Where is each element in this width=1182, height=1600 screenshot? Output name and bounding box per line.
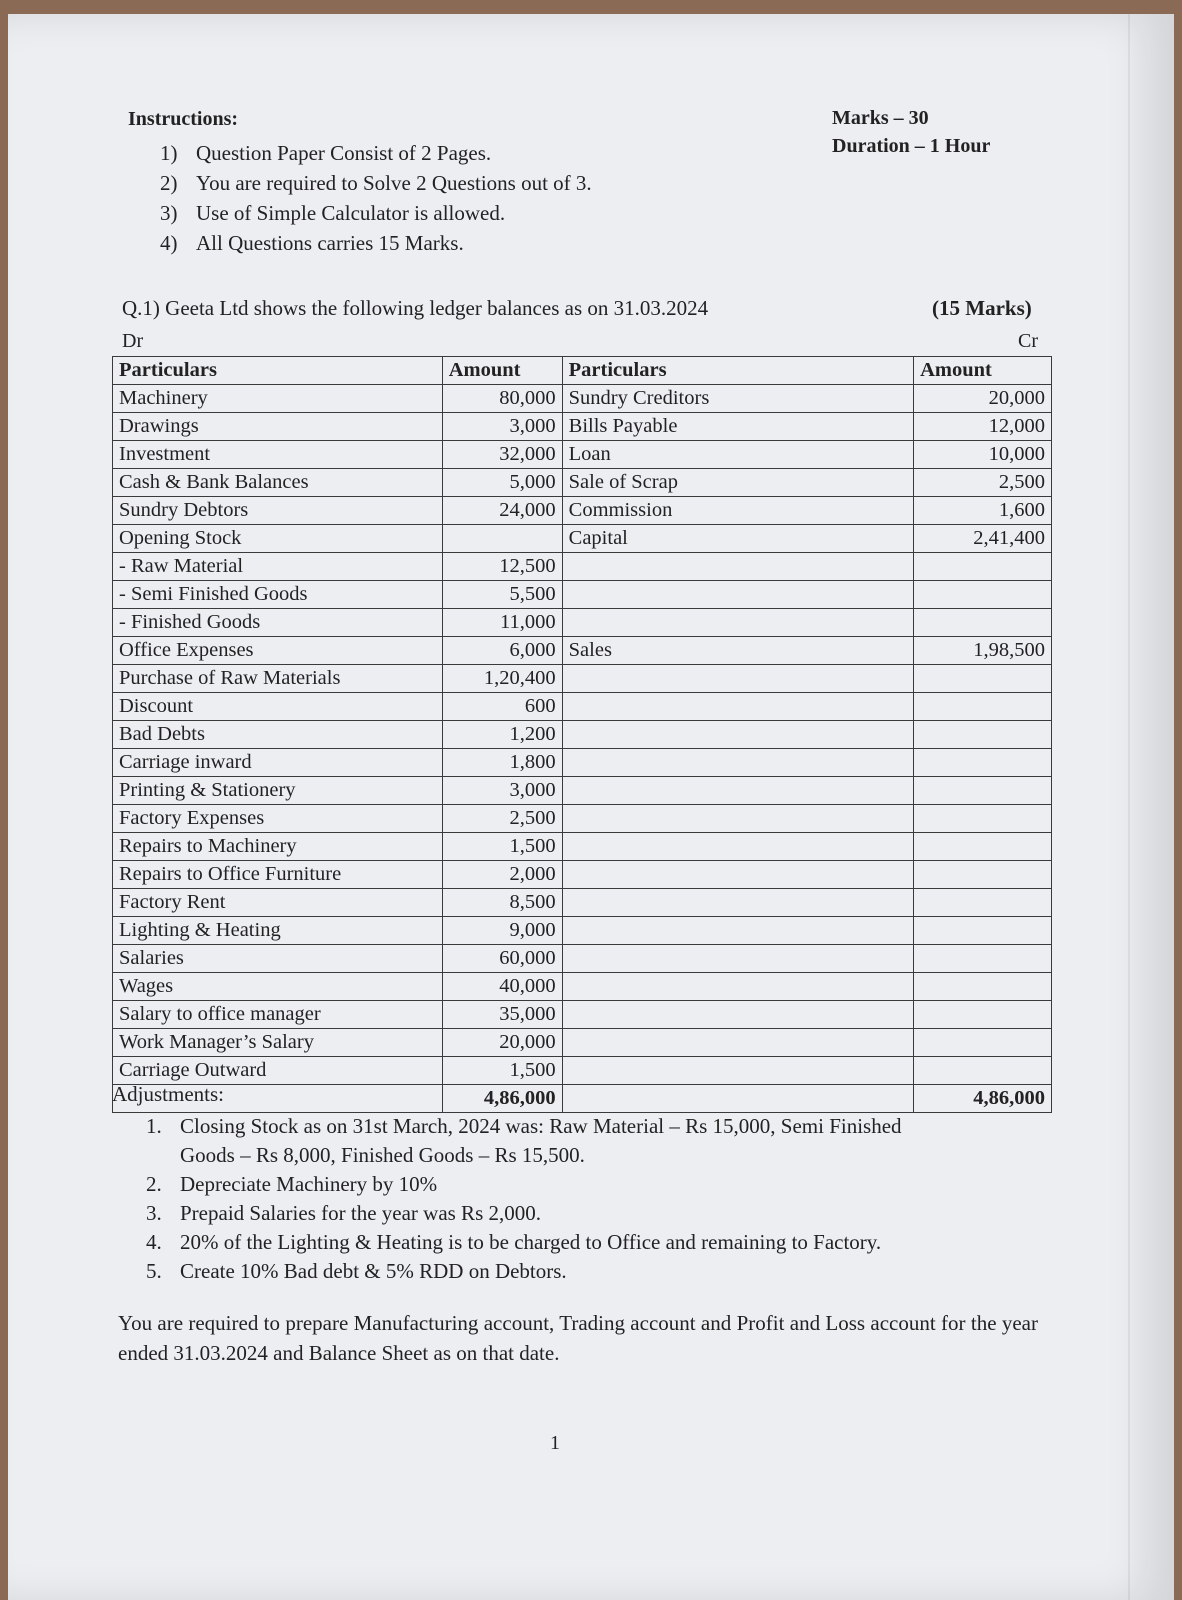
instructions-list xyxy=(160,138,592,258)
particulars-dr-cell: Factory Expenses xyxy=(113,805,443,833)
ledger-row xyxy=(113,581,1052,609)
ledger-row xyxy=(113,749,1052,777)
particulars-cr-cell: Sale of Scrap xyxy=(562,469,913,497)
amount-cr-cell xyxy=(914,833,1052,861)
particulars-dr-cell: Investment xyxy=(113,441,443,469)
ledger-row xyxy=(113,721,1052,749)
amount-cr-cell: 12,000 xyxy=(914,413,1052,441)
amount-dr-cell: 40,000 xyxy=(442,973,562,1001)
cr-label: Cr xyxy=(1018,330,1038,352)
ledger-row xyxy=(113,497,1052,525)
amount-cr-cell xyxy=(914,861,1052,889)
amount-dr-cell: 80,000 xyxy=(442,385,562,413)
amount-dr-cell: 1,500 xyxy=(442,833,562,861)
particulars-dr-cell: Repairs to Office Furniture xyxy=(113,861,443,889)
ledger-row xyxy=(113,665,1052,693)
particulars-dr-cell: Discount xyxy=(113,693,443,721)
particulars-dr-cell: Lighting & Heating xyxy=(113,917,443,945)
instruction-item: 2) You are required to Solve 2 Questions out of 3. xyxy=(160,171,592,195)
particulars-cr-cell: Commission xyxy=(562,497,913,525)
amount-cr-cell xyxy=(914,973,1052,1001)
adjustments-title: Adjustments: xyxy=(112,1082,225,1106)
amount-cr-cell xyxy=(914,917,1052,945)
ledger-row xyxy=(113,693,1052,721)
ledger-row xyxy=(113,861,1052,889)
amount-cr-cell: 1,600 xyxy=(914,497,1052,525)
instruction-item: 1) Question Paper Consist of 2 Pages. xyxy=(160,141,492,165)
particulars-dr-cell: Drawings xyxy=(113,413,443,441)
amount-cr-cell xyxy=(914,805,1052,833)
amount-dr-cell: 600 xyxy=(442,693,562,721)
amount-dr-cell: 2,000 xyxy=(442,861,562,889)
amount-cr-cell xyxy=(914,1057,1052,1085)
particulars-dr-cell: Carriage inward xyxy=(113,749,443,777)
particulars-dr-cell: Salaries xyxy=(113,945,443,973)
amount-dr-cell: 20,000 xyxy=(442,1029,562,1057)
adjustment-item: 3. Prepaid Salaries for the year was Rs 2,000. xyxy=(146,1201,541,1225)
task-instructions: You are required to prepare Manufacturing account, Trading account and Profit and Loss account for the year ended 31.03.2024 and Balance Sheet as on that date. xyxy=(118,1311,1038,1365)
amount-dr-cell: 32,000 xyxy=(442,441,562,469)
particulars-cr-cell xyxy=(562,553,913,581)
particulars-cr-cell xyxy=(562,973,913,1001)
amount-dr-cell: 8,500 xyxy=(442,889,562,917)
particulars-cr-cell: Capital xyxy=(562,525,913,553)
particulars-dr-cell: Carriage Outward xyxy=(113,1057,443,1085)
particulars-dr-cell: Office Expenses xyxy=(113,637,443,665)
particulars-dr-cell: Wages xyxy=(113,973,443,1001)
ledger-row xyxy=(113,385,1052,413)
total-marks: Marks – 30 xyxy=(832,107,929,129)
ledger-table xyxy=(112,356,1052,1113)
amount-dr-cell: 35,000 xyxy=(442,1001,562,1029)
total-label-cr xyxy=(562,1085,913,1113)
ledger-row xyxy=(113,609,1052,637)
particulars-cr-cell xyxy=(562,1057,913,1085)
ledger-row xyxy=(113,525,1052,553)
total-cr: 4,86,000 xyxy=(914,1085,1052,1113)
amount-cr-cell xyxy=(914,721,1052,749)
dr-label: Dr xyxy=(122,330,144,352)
ledger-row xyxy=(113,1001,1052,1029)
amount-cr-cell: 2,41,400 xyxy=(914,525,1052,553)
amount-cr-cell xyxy=(914,1001,1052,1029)
ledger-row xyxy=(113,973,1052,1001)
ledger-row xyxy=(113,637,1052,665)
ledger-row xyxy=(113,469,1052,497)
ledger-header-row xyxy=(113,357,1052,385)
adjustment-item: 5. Create 10% Bad debt & 5% RDD on Debtors. xyxy=(146,1259,567,1283)
ledger-row xyxy=(113,945,1052,973)
particulars-cr-cell xyxy=(562,777,913,805)
header-amount-dr: Amount xyxy=(442,357,562,385)
amount-dr-cell: 5,500 xyxy=(442,581,562,609)
particulars-cr-cell: Sales xyxy=(562,637,913,665)
instructions-title: Instructions: xyxy=(128,108,239,130)
adjustments-list xyxy=(146,1112,1046,1286)
amount-dr-cell: 2,500 xyxy=(442,805,562,833)
particulars-dr-cell: Factory Rent xyxy=(113,889,443,917)
ledger-row xyxy=(113,889,1052,917)
amount-dr-cell: 9,000 xyxy=(442,917,562,945)
ledger-row xyxy=(113,413,1052,441)
header-particulars-cr: Particulars xyxy=(562,357,913,385)
amount-cr-cell xyxy=(914,581,1052,609)
amount-cr-cell: 10,000 xyxy=(914,441,1052,469)
amount-dr-cell: 3,000 xyxy=(442,413,562,441)
amount-dr-cell: 60,000 xyxy=(442,945,562,973)
amount-dr-cell: 3,000 xyxy=(442,777,562,805)
amount-cr-cell xyxy=(914,553,1052,581)
ledger-row xyxy=(113,441,1052,469)
particulars-dr-cell: - Semi Finished Goods xyxy=(113,581,443,609)
instruction-item: 3) Use of Simple Calculator is allowed. xyxy=(160,201,506,225)
amount-cr-cell xyxy=(914,889,1052,917)
particulars-cr-cell: Sundry Creditors xyxy=(562,385,913,413)
particulars-dr-cell: Purchase of Raw Materials xyxy=(113,665,443,693)
header-amount-cr: Amount xyxy=(914,357,1052,385)
ledger-row xyxy=(113,833,1052,861)
particulars-dr-cell: Work Manager’s Salary xyxy=(113,1029,443,1057)
exam-meta xyxy=(832,104,990,160)
amount-dr-cell: 24,000 xyxy=(442,497,562,525)
amount-cr-cell: 20,000 xyxy=(914,385,1052,413)
amount-cr-cell xyxy=(914,749,1052,777)
particulars-cr-cell xyxy=(562,609,913,637)
adjustment-item: 4. 20% of the Lighting & Heating is to be charged to Office and remaining to Factory. xyxy=(146,1230,882,1254)
amount-cr-cell xyxy=(914,609,1052,637)
header-particulars-dr: Particulars xyxy=(113,357,443,385)
adjustment-item: 1. Closing Stock as on 31st March, 2024 was: Raw Material – Rs 15,000, Semi Finished Goods – Rs 8,000, Finished Goods – Rs 15,500. xyxy=(146,1114,902,1167)
particulars-cr-cell xyxy=(562,945,913,973)
ledger-row xyxy=(113,1057,1052,1085)
amount-dr-cell: 5,000 xyxy=(442,469,562,497)
particulars-cr-cell xyxy=(562,833,913,861)
amount-cr-cell xyxy=(914,665,1052,693)
duration: Duration – 1 Hour xyxy=(832,135,991,157)
particulars-cr-cell xyxy=(562,665,913,693)
total-dr: 4,86,000 xyxy=(442,1085,562,1113)
amount-dr-cell: 1,20,400 xyxy=(442,665,562,693)
particulars-dr-cell: Bad Debts xyxy=(113,721,443,749)
amount-dr-cell: 11,000 xyxy=(442,609,562,637)
particulars-cr-cell xyxy=(562,749,913,777)
particulars-cr-cell xyxy=(562,721,913,749)
ledger-row xyxy=(113,777,1052,805)
amount-dr-cell: 12,500 xyxy=(442,553,562,581)
particulars-dr-cell: - Finished Goods xyxy=(113,609,443,637)
particulars-cr-cell xyxy=(562,861,913,889)
particulars-dr-cell: Sundry Debtors xyxy=(113,497,443,525)
particulars-cr-cell: Bills Payable xyxy=(562,413,913,441)
particulars-dr-cell: Machinery xyxy=(113,385,443,413)
adjustment-item: 2. Depreciate Machinery by 10% xyxy=(146,1172,438,1196)
particulars-cr-cell xyxy=(562,889,913,917)
ledger-row xyxy=(113,917,1052,945)
question-marks: (15 Marks) xyxy=(932,296,1032,320)
particulars-cr-cell xyxy=(562,581,913,609)
particulars-cr-cell xyxy=(562,1029,913,1057)
particulars-dr-cell: Salary to office manager xyxy=(113,1001,443,1029)
particulars-cr-cell xyxy=(562,805,913,833)
particulars-cr-cell xyxy=(562,917,913,945)
amount-cr-cell: 2,500 xyxy=(914,469,1052,497)
page-number: 1 xyxy=(550,1432,560,1454)
amount-cr-cell xyxy=(914,777,1052,805)
particulars-cr-cell: Loan xyxy=(562,441,913,469)
amount-dr-cell xyxy=(442,525,562,553)
ledger-row xyxy=(113,553,1052,581)
particulars-dr-cell: - Raw Material xyxy=(113,553,443,581)
instruction-item: 4) All Questions carries 15 Marks. xyxy=(160,231,464,255)
amount-cr-cell xyxy=(914,945,1052,973)
amount-dr-cell: 6,000 xyxy=(442,637,562,665)
question-title: Q.1) Geeta Ltd shows the following ledger balances as on 31.03.2024 xyxy=(122,296,709,320)
amount-dr-cell: 1,800 xyxy=(442,749,562,777)
ledger-total-row xyxy=(113,1085,1052,1113)
ledger-row xyxy=(113,1029,1052,1057)
particulars-dr-cell: Opening Stock xyxy=(113,525,443,553)
amount-dr-cell: 1,500 xyxy=(442,1057,562,1085)
particulars-cr-cell xyxy=(562,693,913,721)
amount-dr-cell: 1,200 xyxy=(442,721,562,749)
particulars-cr-cell xyxy=(562,1001,913,1029)
particulars-dr-cell: Cash & Bank Balances xyxy=(113,469,443,497)
amount-cr-cell xyxy=(914,1029,1052,1057)
particulars-dr-cell: Printing & Stationery xyxy=(113,777,443,805)
amount-cr-cell xyxy=(914,693,1052,721)
ledger-row xyxy=(113,805,1052,833)
paper-fold xyxy=(1128,14,1130,1600)
particulars-dr-cell: Repairs to Machinery xyxy=(113,833,443,861)
amount-cr-cell: 1,98,500 xyxy=(914,637,1052,665)
